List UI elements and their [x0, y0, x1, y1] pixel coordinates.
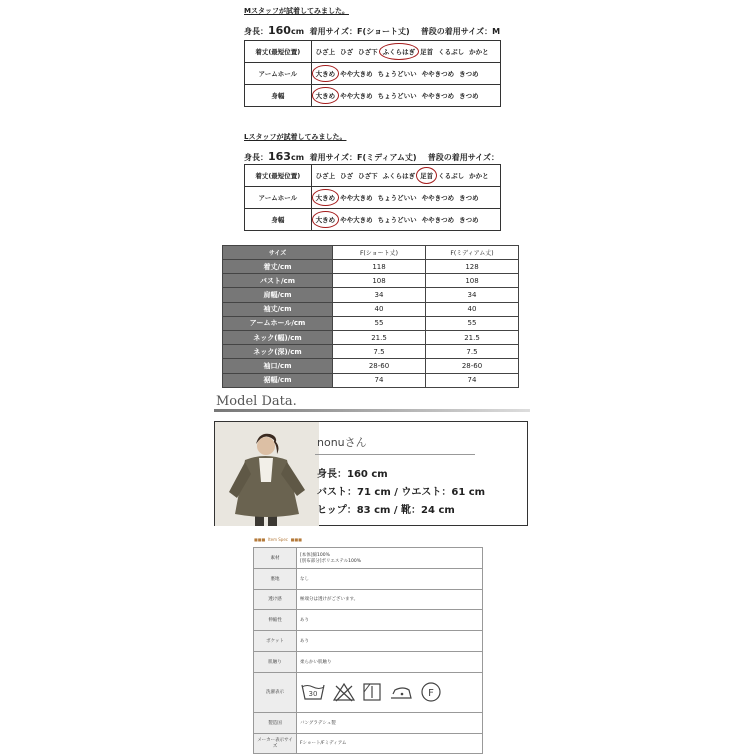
size-row-label: 袖丈/cm	[223, 302, 333, 316]
spec-key: 肌触り	[254, 651, 297, 672]
fit-option: 足首	[420, 48, 434, 56]
spec-value: あり	[297, 631, 483, 652]
fit-row-label: 着丈(最短位置)	[245, 41, 312, 63]
fit-row-options	[311, 165, 500, 187]
fit-option-selected: ふくらはぎ	[382, 48, 416, 56]
item-spec-table	[253, 547, 483, 754]
spec-row	[254, 610, 483, 631]
care-icons	[300, 681, 479, 703]
size-row-value: 21.5	[426, 330, 519, 344]
size-table-row	[223, 373, 519, 387]
fit-option: やや大きめ	[340, 216, 373, 224]
spec-key: 伸縮性	[254, 610, 297, 631]
model-name-rule	[315, 454, 475, 455]
fit-option: かかと	[469, 48, 489, 56]
fit-option: ひざ上	[315, 48, 336, 56]
spec-key: 裏地	[254, 568, 297, 589]
staff-l-section	[244, 132, 499, 163]
spec-value	[297, 672, 483, 712]
spec-key: ポケット	[254, 631, 297, 652]
fit-option: きつめ	[459, 194, 479, 202]
fit-option: やや大きめ	[340, 70, 373, 78]
size-row-label: アームホール/cm	[223, 316, 333, 330]
size-row-value: 34	[333, 288, 426, 302]
size-row-label: ネック(深)/cm	[223, 345, 333, 359]
model-figure-illustration	[215, 422, 319, 526]
size-row-value: 21.5	[333, 330, 426, 344]
staff-l-height-unit: cm	[290, 153, 305, 162]
fit-option: ちょうどいい	[377, 216, 417, 224]
size-row-label: 袖口/cm	[223, 359, 333, 373]
size-row-label: 裾幅/cm	[223, 373, 333, 387]
size-row-label: バスト/cm	[223, 274, 333, 288]
fit-row	[245, 187, 501, 209]
fit-option: きつめ	[459, 70, 479, 78]
fit-option: ふくらはぎ	[382, 172, 416, 180]
staff-m-height-value: 160	[268, 24, 291, 37]
model-name: nonuさん	[317, 436, 367, 449]
size-table-row	[223, 302, 519, 316]
model-photo	[215, 422, 319, 526]
size-row-value: 28-60	[426, 359, 519, 373]
no-bleach-icon	[333, 682, 355, 702]
spec-value: あり	[297, 610, 483, 631]
item-spec-label: ■■■ Item Spec ■■■	[254, 537, 302, 542]
staff-l-meta	[244, 150, 499, 163]
staff-m-section	[244, 6, 500, 37]
model-card	[214, 421, 528, 526]
fit-option: ひざ	[340, 48, 354, 56]
fit-option: ちょうどいい	[377, 92, 417, 100]
staff-m-height-unit: cm	[290, 27, 305, 36]
staff-m-height-label: 身長：	[244, 27, 268, 36]
spec-row	[254, 589, 483, 610]
fit-row	[245, 165, 501, 187]
size-row-value: 108	[426, 274, 519, 288]
fit-row-label: アームホール	[245, 187, 312, 209]
fit-row	[245, 85, 501, 107]
model-stat-hip-shoe: ヒップ：83 cm / 靴：24 cm	[317, 505, 455, 516]
fit-row-options	[311, 187, 500, 209]
fit-option-selected: 大きめ	[315, 92, 336, 100]
staff-l-usual: 普段の着用サイズ：	[427, 153, 500, 162]
size-table-row	[223, 330, 519, 344]
size-table-row	[223, 274, 519, 288]
fit-row	[245, 63, 501, 85]
size-row-value: 40	[333, 302, 426, 316]
staff-m-title: Mスタッフが試着してみました。	[244, 7, 349, 15]
size-row-label: 肩幅/cm	[223, 288, 333, 302]
fit-option: ちょうどいい	[377, 194, 417, 202]
fit-option: ひざ下	[358, 172, 378, 180]
fit-option: ひざ	[340, 172, 354, 180]
spec-row	[254, 733, 483, 754]
spec-value: 柔らかい肌触り	[297, 651, 483, 672]
svg-text:F: F	[428, 688, 434, 700]
fit-option: ちょうどいい	[377, 70, 417, 78]
fit-option: かかと	[469, 172, 489, 180]
size-row-value: 128	[426, 260, 519, 274]
size-row-value: 118	[333, 260, 426, 274]
size-header-short: F(ショート丈)	[333, 246, 426, 260]
fit-option: ややきつめ	[421, 194, 455, 202]
fit-row-label: 着丈(最短位置)	[245, 165, 312, 187]
model-heading-rule	[214, 409, 530, 412]
size-table-row	[223, 260, 519, 274]
size-row-value: 108	[333, 274, 426, 288]
spec-row	[254, 631, 483, 652]
fit-option: やや大きめ	[340, 194, 373, 202]
size-row-value: 40	[426, 302, 519, 316]
fit-row-options	[311, 209, 500, 231]
fit-option: ややきつめ	[421, 216, 455, 224]
fit-option: くるぶし	[438, 172, 465, 180]
fit-option-selected: 足首	[420, 172, 434, 180]
staff-l-size: 着用サイズ：F(ミディアム丈)	[309, 153, 417, 162]
fit-option: ややきつめ	[421, 70, 455, 78]
size-row-value: 74	[426, 373, 519, 387]
size-row-value: 55	[333, 316, 426, 330]
fit-row-options	[311, 41, 500, 63]
staff-m-meta	[244, 24, 500, 37]
spec-value: バングラデシュ製	[297, 712, 483, 733]
spec-row	[254, 672, 483, 712]
model-heading: Model Data.	[216, 394, 297, 409]
staff-m-fit-table	[244, 40, 501, 107]
hang-dry-icon	[362, 682, 382, 702]
fit-row-label: アームホール	[245, 63, 312, 85]
fit-row-label: 身幅	[245, 85, 312, 107]
model-stat-height: 身長：160 cm	[317, 469, 388, 480]
staff-l-title: Lスタッフが試着してみました。	[244, 133, 347, 141]
size-header-label: サイズ	[223, 246, 333, 260]
spec-key: 素材	[254, 548, 297, 569]
wash-30-icon	[300, 682, 326, 702]
fit-option: ややきつめ	[421, 92, 455, 100]
size-table	[222, 245, 519, 388]
size-row-value: 7.5	[333, 345, 426, 359]
spec-key: メーカー表示サイズ	[254, 733, 297, 754]
spec-row	[254, 568, 483, 589]
size-row-label: 着丈/cm	[223, 260, 333, 274]
size-row-value: 34	[426, 288, 519, 302]
fit-option-selected: 大きめ	[315, 216, 336, 224]
fit-option: きつめ	[459, 216, 479, 224]
staff-l-height-label: 身長：	[244, 153, 268, 162]
spec-key: 透け感	[254, 589, 297, 610]
staff-m-size: 着用サイズ：F(ショート丈)	[309, 27, 410, 36]
fit-row-label: 身幅	[245, 209, 312, 231]
size-table-header	[223, 246, 519, 260]
size-row-value: 74	[333, 373, 426, 387]
fit-row-options	[311, 63, 500, 85]
spec-value: 極端分は透けがございます。	[297, 589, 483, 610]
fit-option: くるぶし	[438, 48, 465, 56]
fit-option-selected: 大きめ	[315, 70, 336, 78]
size-table-row	[223, 288, 519, 302]
item-spec-title: Item Spec	[267, 537, 289, 542]
wash-temp: 30	[308, 690, 318, 699]
spec-row	[254, 548, 483, 569]
size-row-value: 7.5	[426, 345, 519, 359]
size-row-value: 55	[426, 316, 519, 330]
dry-clean-f-icon	[420, 681, 442, 703]
spec-row	[254, 651, 483, 672]
low-iron-icon	[389, 682, 413, 702]
spec-value: [本体]綿100% [別布部分]ポリエステル100%	[297, 548, 483, 569]
fit-row-options	[311, 85, 500, 107]
size-table-row	[223, 359, 519, 373]
staff-l-fit-table	[244, 164, 501, 231]
size-header-medium: F(ミディアム丈)	[426, 246, 519, 260]
size-table-row	[223, 345, 519, 359]
spec-key: 製造国	[254, 712, 297, 733]
fit-option-selected: 大きめ	[315, 194, 336, 202]
fit-option: ひざ上	[315, 172, 336, 180]
fit-option: やや大きめ	[340, 92, 373, 100]
staff-m-usual: 普段の着用サイズ：M	[420, 27, 501, 36]
spec-value: Fショート/Fミディアム	[297, 733, 483, 754]
fit-row	[245, 41, 501, 63]
model-stat-bust-waist: バスト：71 cm / ウエスト：61 cm	[317, 487, 486, 498]
fit-option: ひざ下	[358, 48, 378, 56]
spec-value: なし	[297, 568, 483, 589]
fit-option: きつめ	[459, 92, 479, 100]
spec-row	[254, 712, 483, 733]
size-table-row	[223, 316, 519, 330]
size-row-label: ネック(幅)/cm	[223, 330, 333, 344]
spec-key: 洗濯表示	[254, 672, 297, 712]
size-row-value: 28-60	[333, 359, 426, 373]
staff-l-height-value: 163	[268, 150, 291, 163]
fit-row	[245, 209, 501, 231]
